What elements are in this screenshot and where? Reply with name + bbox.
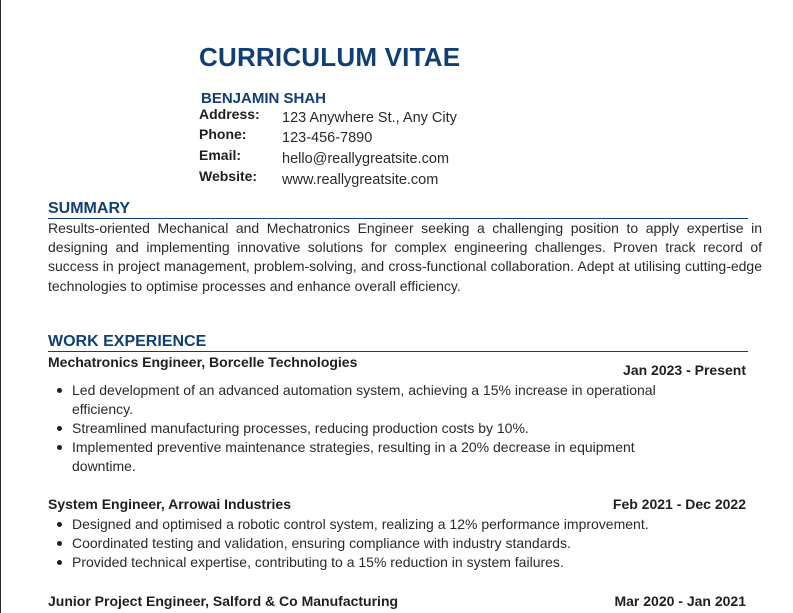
contact-label: Phone: [199,126,247,142]
job-title: System Engineer, Arrowai Industries [48,496,292,512]
contact-label: Email: [199,147,242,163]
job-bullet-list [56,515,696,572]
summary-text: Results-oriented Mechanical and Mechatronics Engineer seeking a challenging position to apply expertise in designing and implementing innovative solutions for complex engineering challenges. Proven track record of success in project management, problem-solving, and cross-functional collaboration. Adept at utilising cutting-edge technologies to optimise processes and enhance overall efficiency. [48,220,762,294]
list-item: Provided technical expertise, contributing to a 15% reduction in system failures. [56,553,696,572]
job-title: Mechatronics Engineer, Borcelle Technologies [48,354,358,370]
page-title: CURRICULUM VITAE [199,42,461,72]
contact-value: hello@reallygreatsite.com [282,151,450,167]
list-item: Coordinated testing and validation, ensuring compliance with industry standards. [56,534,696,553]
list-item: Designed and optimised a robotic control system, realizing a 12% performance improvement. [56,515,696,534]
contact-label: Website: [199,168,258,184]
list-item: Led development of an advanced automation system, achieving a 15% increase in operational efficiency. [56,381,696,419]
job-title: Junior Project Engineer, Salford & Co Manufacturing [48,593,399,609]
job-dates: Feb 2021 - Dec 2022 [612,496,746,512]
job-dates: Jan 2023 - Present [623,362,746,378]
contact-value: 123 Anywhere St., Any City [282,110,457,126]
contact-value: www.reallygreatsite.com [282,172,439,188]
job-bullet-list [56,381,696,476]
candidate-name: BENJAMIN SHAH [201,90,327,107]
list-item: Streamlined manufacturing processes, reducing production costs by 10%. [56,419,696,438]
summary-heading: SUMMARY [48,200,748,219]
contact-label: Address: [199,106,260,122]
job-dates: Mar 2020 - Jan 2021 [614,593,746,609]
work-experience-heading: WORK EXPERIENCE [48,333,748,352]
list-item: Implemented preventive maintenance strategies, resulting in a 20% decrease in equipment downtime. [56,438,696,476]
contact-value: 123-456-7890 [282,130,373,146]
page-edge-line [0,0,1,613]
